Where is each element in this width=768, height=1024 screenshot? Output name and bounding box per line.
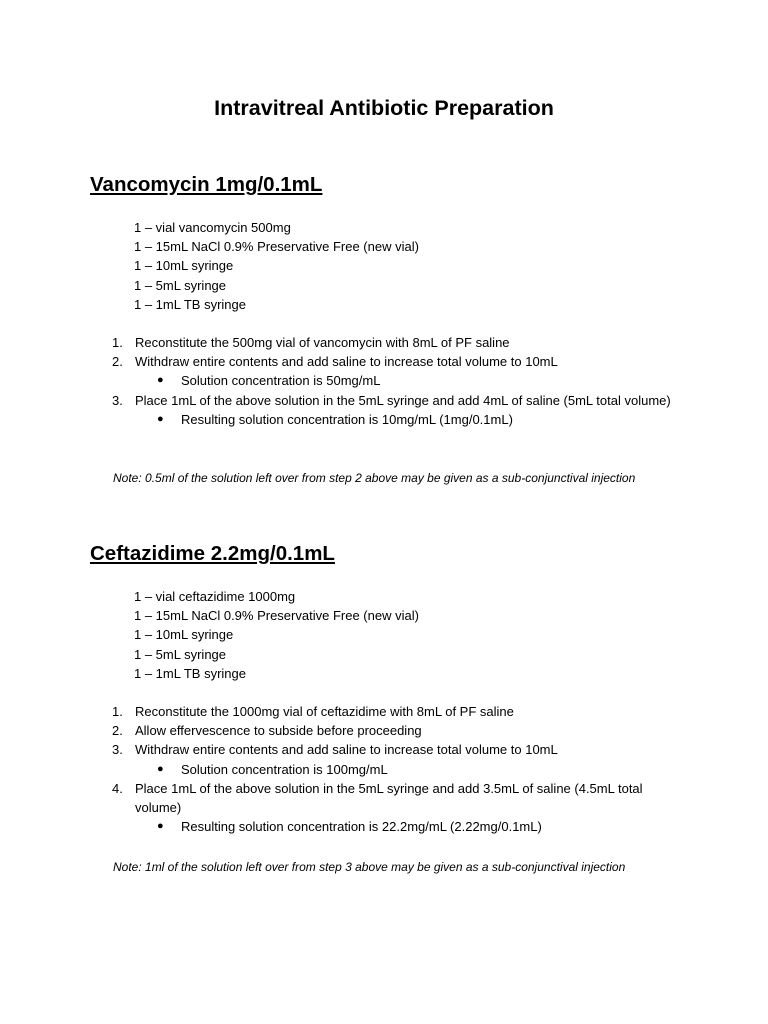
sub-bullet-item [135,817,692,836]
bullet-dot-icon: ● [157,412,164,425]
supply-item: 1 – 15mL NaCl 0.9% Preservative Free (new vial) [134,239,419,255]
supplies-list [134,218,419,314]
sub-bullet-text: Resulting solution concentration is 22.2mg/mL (2.22mg/0.1mL) [181,819,542,835]
sub-bullet-list [135,817,692,836]
step-number: 1. [112,335,123,350]
step-item [112,740,692,778]
section-heading: Ceftazidime 2.2mg/0.1mL [90,542,335,565]
bullet-dot-icon: ● [157,762,164,775]
sub-bullet-item [135,371,692,390]
step-item [112,352,692,390]
supply-item: 1 – 10mL syringe [134,258,234,274]
step-text: Withdraw entire contents and add saline to increase total volume to 10mL [135,742,558,758]
step-text: Place 1mL of the above solution in the 5mL syringe and add 3.5mL of saline (4.5mL total volume) [135,780,643,816]
step-item [112,779,692,837]
sub-bullet-text: Resulting solution concentration is 10mg/mL (1mg/0.1mL) [181,411,513,427]
steps-list [112,702,692,836]
section-heading: Vancomycin 1mg/0.1mL [90,173,323,196]
step-text: Reconstitute the 500mg vial of vancomycin with 8mL of PF saline [135,335,510,350]
step-text: Allow effervescence to subside before proceeding [135,723,422,739]
step-number: 2. [112,723,123,739]
step-number: 1. [112,704,123,719]
supply-item: 1 – vial vancomycin 500mg [134,220,291,235]
supply-item: 1 – 1mL TB syringe [134,665,246,681]
supplies-list [134,587,419,683]
step-item [112,333,692,352]
sub-bullet-list [135,410,692,429]
supply-item: 1 – 10mL syringe [134,627,234,643]
supply-item: 1 – 15mL NaCl 0.9% Preservative Free (new vial) [134,608,419,624]
sub-bullet-text: Solution concentration is 50mg/mL [181,373,381,389]
supply-item: 1 – 1mL TB syringe [134,296,246,312]
note-text: Note: 1ml of the solution left over from step 3 above may be given as a sub-conjunctival injection [113,860,626,874]
supply-item: 1 – vial ceftazidime 1000mg [134,589,296,604]
bullet-dot-icon: ● [157,820,164,833]
step-text: Withdraw entire contents and add saline to increase total volume to 10mL [135,354,558,370]
sub-bullet-list [135,760,692,779]
step-number: 3. [112,742,123,758]
sub-bullet-item [135,760,692,779]
step-number: 4. [112,780,123,796]
note-text: Note: 0.5ml of the solution left over from step 2 above may be given as a sub-conjunctival injection [113,471,636,485]
supply-item: 1 – 5mL syringe [134,646,227,662]
supply-item: 1 – 5mL syringe [134,277,227,293]
steps-list [112,333,692,429]
step-item [112,702,692,721]
step-text: Place 1mL of the above solution in the 5mL syringe and add 4mL of saline (5mL total volume) [135,392,671,408]
page-title: Intravitreal Antibiotic Preparation [214,96,554,120]
step-number: 3. [112,392,123,408]
bullet-dot-icon: ● [157,374,164,387]
step-text: Reconstitute the 1000mg vial of ceftazidime with 8mL of PF saline [135,704,514,719]
step-number: 2. [112,354,123,370]
sub-bullet-list [135,371,692,390]
step-item [112,721,692,740]
sub-bullet-item [135,410,692,429]
sub-bullet-text: Solution concentration is 100mg/mL [181,761,388,777]
step-item [112,391,692,429]
